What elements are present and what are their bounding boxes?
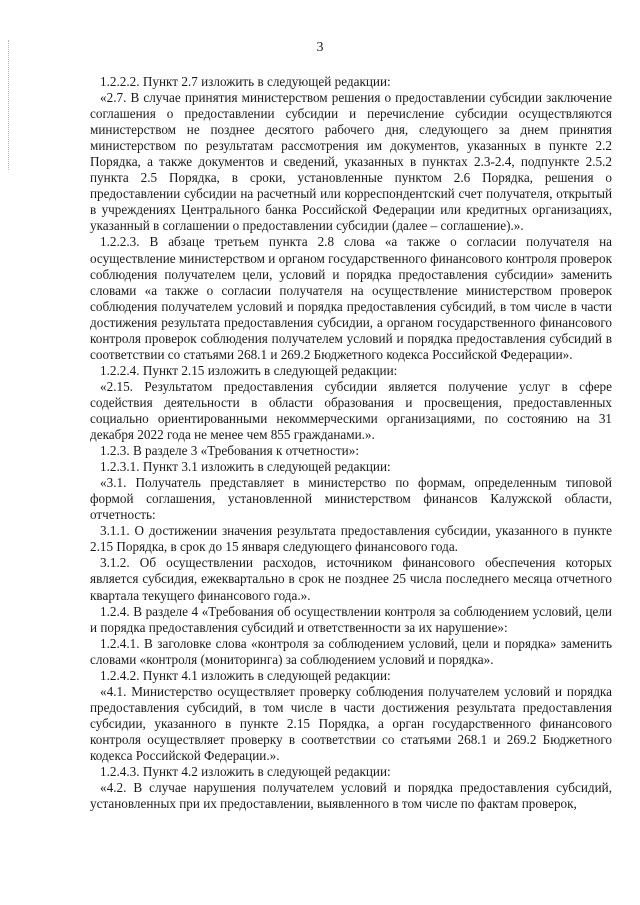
paragraph: 3.1.1. О достижении значения результата предоставления субсидии, указанного в пункте 2.15 Порядка, в срок до 15 января следующего финансового года.	[90, 523, 612, 555]
paragraph: 3.1.2. Об осуществлении расходов, источником финансового обеспечения которых является субсидия, ежеквартально в срок не позднее 25 числа последнего месяца отчетного квартала текущего финансового года.».	[90, 555, 612, 603]
paragraph: «4.2. В случае нарушения получателем условий и порядка предоставления субсидий, установленных при их предоставлении, выявленного в том числе по фактам проверок,	[90, 780, 612, 812]
paragraph: 1.2.4. В разделе 4 «Требования об осуществлении контроля за соблюдением условий, цели и порядка предоставления субсидий и ответственности за их нарушение»:	[90, 603, 612, 635]
paragraph: 1.2.3.1. Пункт 3.1 изложить в следующей редакции:	[100, 459, 391, 475]
paragraph: «3.1. Получатель представляет в министерство по формам, определенным типовой формой соглашения, установленной министерством финансов Калужской области, отчетность:	[90, 475, 612, 523]
paragraph: 1.2.4.1. В заголовке слова «контроля за соблюдением условий, цели и порядка» заменить словами «контроля (мониторинга) за соблюдением условий и порядка».	[90, 635, 612, 667]
paragraph: «2.7. В случае принятия министерством решения о предоставлении субсидии заключение соглашения о предоставлении субсидии и перечисление субсидии осуществляются министерством не позднее десятого рабочего дня, следующего за днем принятия министерством по результатам рассмотрения им документов, указанных в пункте 2.2 Порядка, а также документов и сведений, указанных в пунктах 2.3-2.4, подпункте 2.5.2 пункта 2.5 Порядка, в сроки, установленные пунктом 2.6 Порядка, решения о предоставлении субсидии на расчетный или корреспондентский счет получателя, открытый в учреждениях Центрального банка Российской Федерации или кредитных организациях, указанный в соглашении о предоставлении субсидии (далее – соглашение).».	[90, 90, 612, 234]
paragraph: «2.15. Результатом предоставления субсидии является получение услуг в сфере содействия деятельности в области образования и просвещения, предоставленных социально ориентированными некоммерческими организациями, по состоянию на 31 декабря 2022 года не менее чем 855 гражданами.».	[90, 378, 612, 443]
paragraph: 1.2.2.2. Пункт 2.7 изложить в следующей редакции:	[100, 74, 391, 89]
paragraph: 1.2.2.3. В абзаце третьем пункта 2.8 слова «а также о согласии получателя на осуществление министерством и органом государственного финансового контроля проверок соблюдения получателем цели, условий и порядка предоставления субсидии» заменить словами «а также о согласии получателя на осуществление министерством проверок соблюдения получателем условий и порядка предоставления субсидий, в том числе в части достижения результата предоставления субсидии, а органом государственного финансового контроля проверок соблюдения получателем условий и порядка предоставления субсидий в соответствии со статьями 268.1 и 269.2 Бюджетного кодекса Российской Федерации».	[90, 234, 612, 362]
paragraph: 1.2.4.2. Пункт 4.1 изложить в следующей редакции:	[100, 667, 391, 683]
paragraph: 1.2.3. В разделе 3 «Требования к отчетности»:	[100, 443, 359, 459]
paragraph: 1.2.2.4. Пункт 2.15 изложить в следующей редакции:	[100, 362, 398, 378]
document-body	[90, 74, 612, 812]
paragraph: 1.2.4.3. Пункт 4.2 изложить в следующей редакции:	[100, 764, 391, 780]
paragraph: «4.1. Министерство осуществляет проверку соблюдения получателем условий и порядка предоставления субсидий, в том числе в части достижения результата предоставления субсидии, указанного в пункте 2.15 Порядка, а орган государственного финансового контроля осуществляет проверку в соответствии со статьями 268.1 и 269.2 Бюджетного кодекса Российской Федерации.».	[90, 683, 612, 763]
page-number: 3	[316, 40, 324, 55]
scan-margin-mark	[8, 40, 10, 170]
